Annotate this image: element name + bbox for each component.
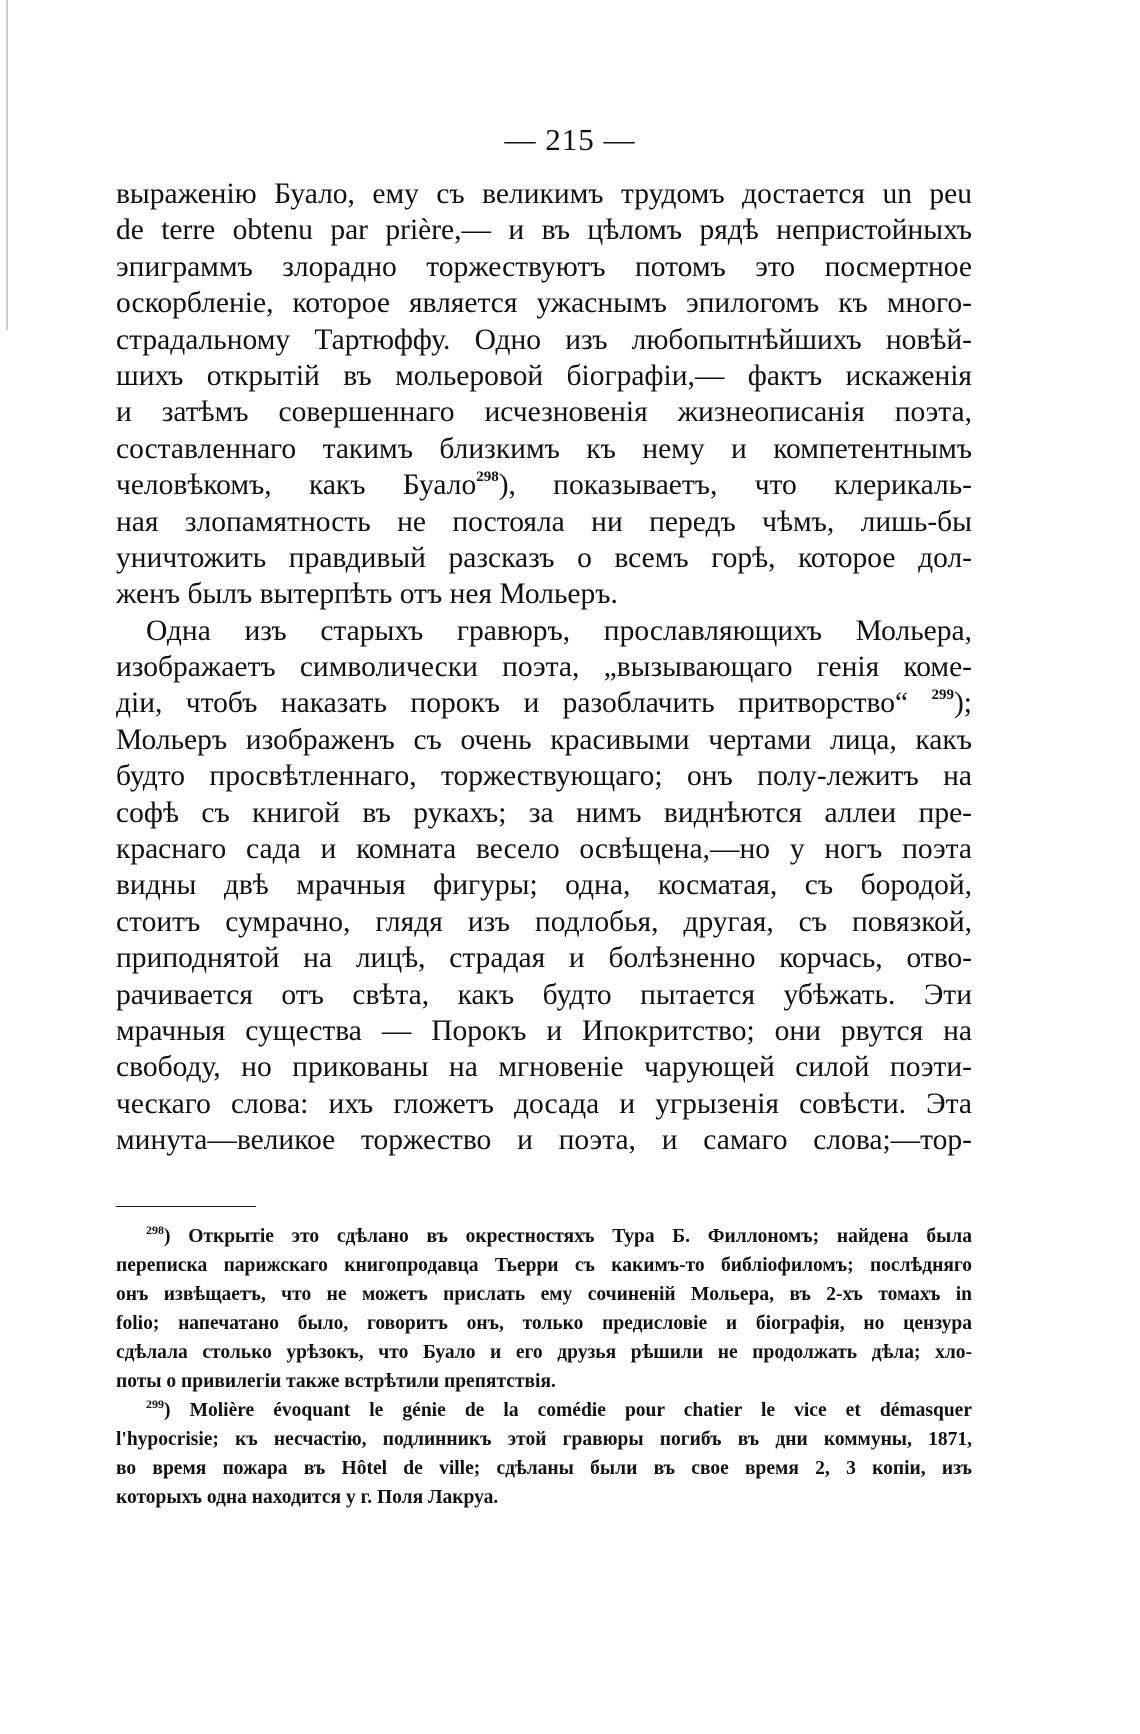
page-edge-line (6, 0, 8, 330)
text-line: свободу, но прикованы на мгновеніе чарующей силой поэти- (116, 1051, 972, 1084)
text-line: шихъ открытій въ мольеровой біографіи,— фактъ искаженія (116, 359, 972, 392)
text-line: видны двѣ мрачныя фигуры; одна, косматая, съ бородой, (116, 869, 972, 902)
text-line: женъ былъ вытерпѣть отъ нея Мольеръ. (116, 578, 618, 611)
footnotes (116, 1222, 972, 1512)
text-line: ная злопамятность не постояла ни передъ чѣмъ, лишь-бы (116, 505, 972, 538)
footnote-line: которыхъ одна находится у г. Поля Лакруа. (116, 1487, 499, 1508)
text-line: приподнятой на лицѣ, страдая и болѣзненно корчась, отво- (116, 942, 972, 975)
text-line: эпиграммъ злорадно торжествуютъ потомъ это посмертное (116, 250, 972, 283)
footnote-line: folio; напечатано было, говоритъ онъ, только предисловіе и біографія, но цензура (116, 1313, 972, 1334)
footnote-ref-298[interactable]: 298 (476, 469, 499, 486)
text-line: составленнаго такимъ близкимъ къ нему и компетентнымъ (116, 432, 972, 465)
footnote-line: сдѣлала столько урѣзокъ, что Буало и его друзья рѣшили не продолжать дѣла; хло- (116, 1342, 972, 1363)
text-line: de terre obtenu par prière,— и въ цѣломъ рядѣ непристойныхъ (116, 214, 972, 247)
text-segment: ); (953, 687, 972, 720)
footnote-299 (116, 1396, 972, 1512)
text-line: будто просвѣтленнаго, торжествующаго; онъ полу-лежитъ на (116, 760, 972, 793)
text-segment: діи, чтобъ наказать порокъ и разоблачить притворство“ (116, 687, 909, 720)
footnote-line: во время пожара въ Hôtel de ville; сдѣланы были въ свое время 2, 3 копіи, изъ (116, 1458, 972, 1479)
text-segment: человѣкомъ, какъ Буало (116, 469, 477, 502)
footnote-line (116, 1396, 972, 1425)
text-line: страдальному Тартюффу. Одно изъ любопытнѣйшихъ новѣй- (116, 323, 972, 356)
footnote-line: l'hypocrisie; къ несчастію, подлинникъ этой гравюры погибъ въ дни коммуны, 1871, (116, 1429, 972, 1450)
footnote-text: ) Открытіе это сдѣлано въ окрестностяхъ Тура Б. Филлономъ; найдена была (164, 1226, 972, 1247)
text-line: минута—великое торжество и поэта, и самаго слова;—тор- (116, 1124, 972, 1157)
footnote-divider (116, 1206, 256, 1207)
text-line: краснаго сада и комната весело освѣщена,—но у ногъ поэта (116, 833, 972, 866)
footnote-298 (116, 1222, 972, 1396)
text-line: и затѣмъ совершеннаго исчезновенія жизнеописанія поэта, (116, 396, 972, 429)
footnote-mark-298: 298 (146, 1223, 164, 1237)
footnote-mark-299: 299 (146, 1397, 164, 1411)
footnote-line (116, 1222, 972, 1251)
text-line: стоитъ сумрачно, глядя изъ подлобья, другая, съ повязкой, (116, 905, 972, 938)
text-line (116, 467, 972, 503)
text-line: ческаго слова: ихъ гложетъ досада и угрызенія совѣсти. Эта (116, 1087, 972, 1120)
footnote-line: переписка парижскаго книгопродавца Тьерри съ какимъ-то библіофиломъ; послѣдняго (116, 1255, 972, 1276)
main-text (116, 176, 972, 1159)
text-line: выраженію Буало, ему съ великимъ трудомъ достается un peu (116, 178, 972, 210)
text-line: оскорбленіе, которое является ужаснымъ эпилогомъ къ много- (116, 287, 972, 320)
text-line: изображаетъ символически поэта, „вызывающаго генія коме- (116, 651, 972, 684)
text-line: софѣ съ книгой въ рукахъ; за нимъ виднѣются аллеи пре- (116, 796, 972, 829)
footnote-line: поты о привилегіи также встрѣтили препятствія. (116, 1371, 556, 1392)
page-number: — 215 — (504, 122, 636, 157)
text-line (116, 685, 972, 721)
text-line: Мольеръ изображенъ съ очень красивыми чертами лица, какъ (116, 723, 972, 756)
text-segment: ), показываетъ, что клерикаль- (498, 469, 973, 502)
footnote-ref-299[interactable]: 299 (931, 687, 954, 704)
text-line: мрачныя существа — Порокъ и Ипокритство; они рвутся на (116, 1014, 972, 1047)
text-line: рачивается отъ свѣта, какъ будто пытается убѣжать. Эти (116, 978, 972, 1011)
paragraph-start-line: Одна изъ старыхъ гравюръ, прославляющихъ Мольера, (146, 614, 972, 647)
text-line: уничтожить правдивый разсказъ о всемъ горѣ, которое дол- (116, 541, 972, 574)
footnote-text: ) Molière évoquant le génie de la comédie pour chatier le vice et démasquer (164, 1400, 972, 1421)
footnote-line: онъ извѣщаетъ, что не можетъ прислать ему сочиненій Мольера, въ 2-хъ томахъ in (116, 1284, 972, 1305)
